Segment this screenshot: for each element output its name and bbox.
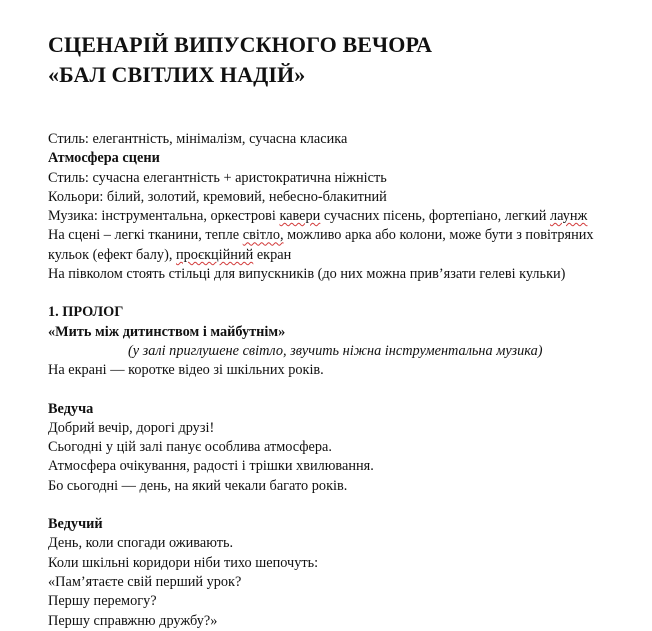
- stage-text-a: На сцені – легкі тканини, тепле: [48, 227, 243, 244]
- stage-spell-flag-light: світло,: [242, 227, 284, 244]
- prologue-heading: 1. ПРОЛОГ: [48, 304, 124, 321]
- music-line: [48, 207, 638, 226]
- speaker-name: Ведуча: [48, 400, 94, 417]
- music-spell-flag-lounge: лаунж: [549, 208, 588, 225]
- music-spell-flag-covers: кавери: [279, 208, 321, 225]
- chairs-line: На півколом стоять стільці для випускників (до них можна прив’язати гелеві кульки): [48, 266, 566, 283]
- speech-line: Коли шкільні коридори ніби тихо шепочуть:: [48, 554, 319, 571]
- speaker-name: Ведучий: [48, 516, 103, 533]
- host-male-section: [48, 515, 638, 631]
- speech-line: Сьогодні у цій залі панує особлива атмосфера.: [48, 439, 332, 456]
- speech-line: Атмосфера очікування, радості і трішки хвилювання.: [48, 458, 374, 475]
- speech-line: Добрий вечір, дорогі друзі!: [48, 419, 215, 436]
- music-text-c: сучасних пісень, фортепіано, легкий: [320, 208, 550, 225]
- stage-line: [48, 226, 628, 265]
- stage-spell-flag-projection: проєкційний: [176, 246, 254, 263]
- stage-text-e: екран: [253, 246, 292, 263]
- intro-section: [48, 130, 638, 284]
- speech-line: «Пам’ятаєте свій перший урок?: [48, 573, 242, 590]
- speech-line: Бо сьогодні — день, на який чекали багато років.: [48, 477, 348, 494]
- speech-line: День, коли спогади оживають.: [48, 535, 234, 552]
- host-female-section: [48, 400, 638, 496]
- music-text-a: Музика: інструментальна, оркестрові: [48, 208, 280, 225]
- document-page: [48, 30, 638, 631]
- style-secondary-line: Стиль: сучасна елегантність + аристократична ніжність: [48, 169, 387, 186]
- spacer: [48, 284, 638, 303]
- style-line: Стиль: елегантність, мінімалізм, сучасна класика: [48, 131, 348, 147]
- speech-line: Першу справжню дружбу?»: [48, 612, 218, 629]
- prologue-screen-line: На екрані — коротке відео зі шкільних років.: [48, 362, 324, 379]
- spacer: [48, 381, 638, 400]
- speech-line: Першу перемогу?: [48, 593, 157, 610]
- document-title: [48, 30, 638, 90]
- atmosphere-heading: Атмосфера сцени: [48, 150, 160, 167]
- prologue-section: [48, 303, 638, 380]
- title-line-1: СЦЕНАРІЙ ВИПУСКНОГО ВЕЧОРА: [48, 32, 433, 57]
- spacer: [48, 496, 638, 515]
- prologue-subtitle: «Мить між дитинством і майбутнім»: [48, 323, 286, 340]
- stage-text-c: можливо арка або колони, може бути з повітряних кульок (ефект балу),: [48, 227, 594, 263]
- colors-line: Кольори: білий, золотий, кремовий, небесно-блакитний: [48, 188, 387, 205]
- prologue-stage-note: (у залі приглушене світло, звучить ніжна інструментальна музика): [128, 342, 543, 359]
- title-line-2: «БАЛ СВІТЛИХ НАДІЙ»: [48, 62, 306, 87]
